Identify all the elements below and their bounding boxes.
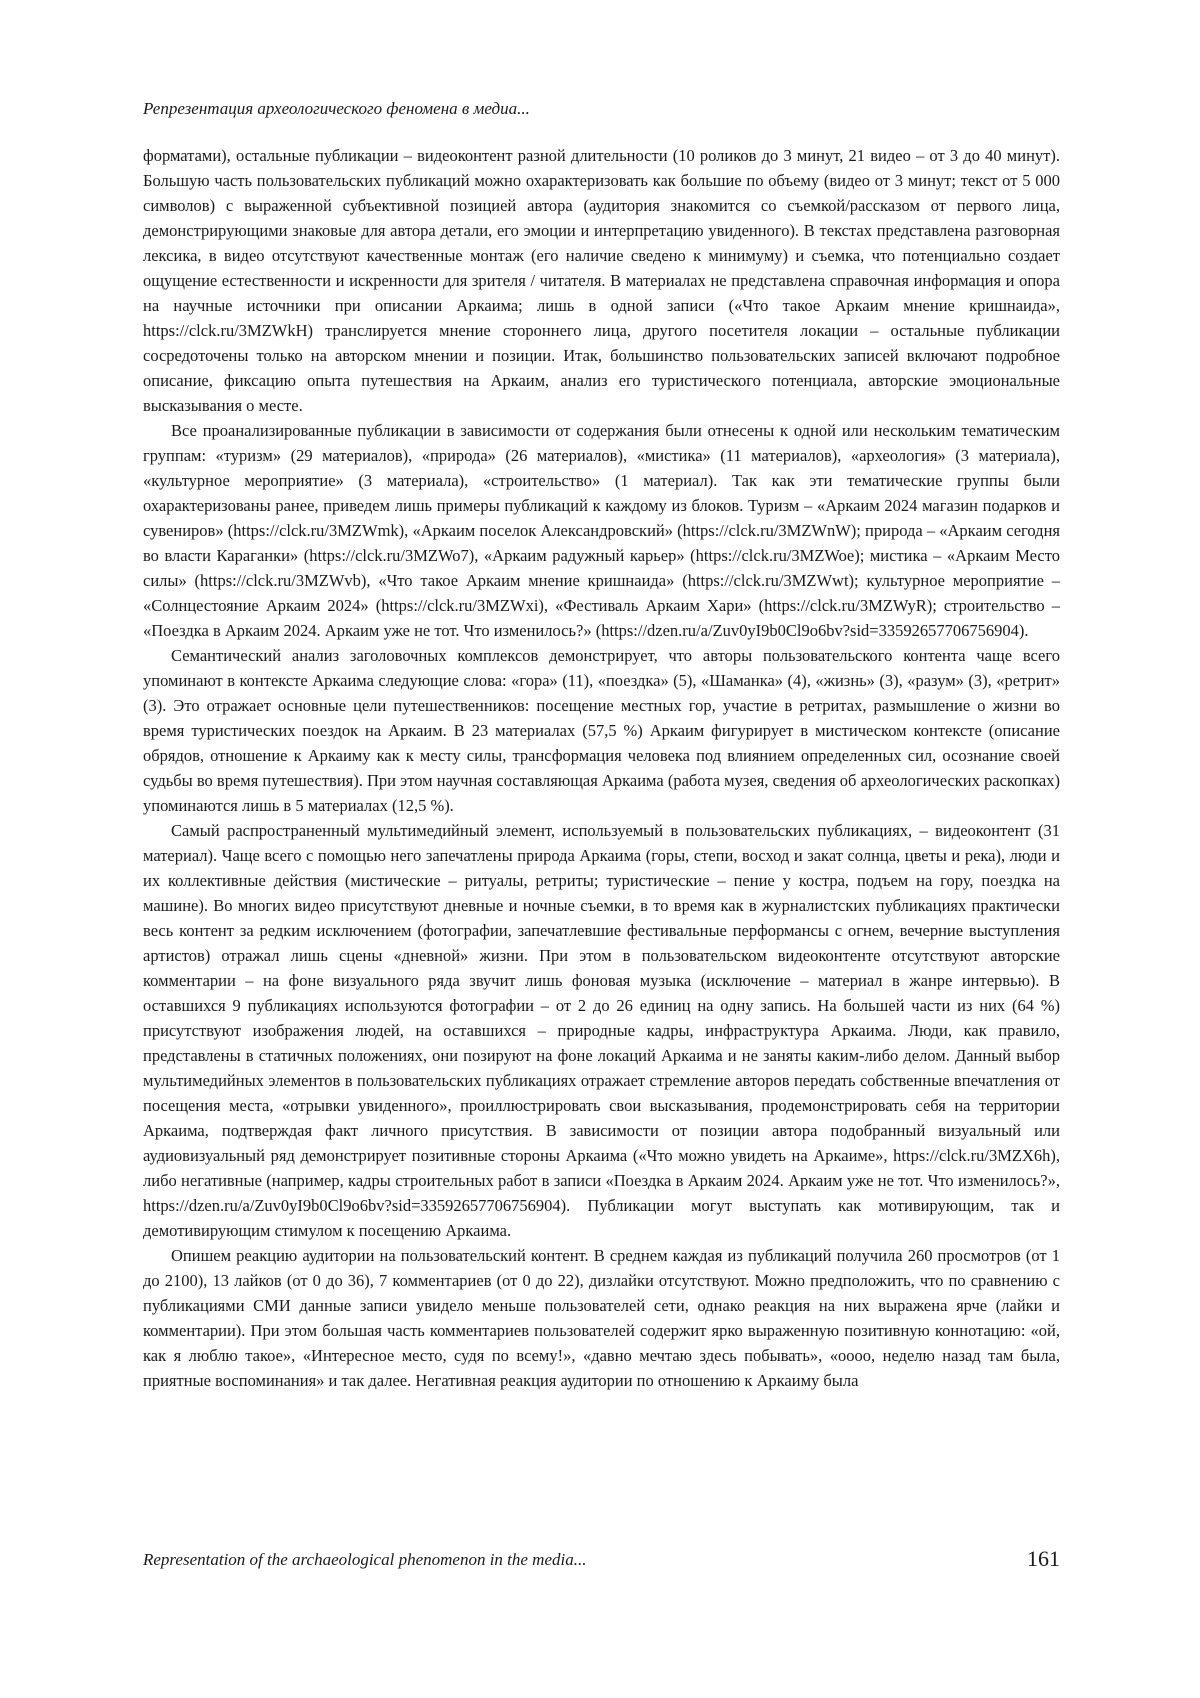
page-footer — [143, 1545, 1060, 1575]
page-number: 161 — [1027, 1546, 1060, 1571]
paragraph-multimedia-elements: Самый распространенный мультимедийный элемент, используемый в пользовательских публикациях, – видеоконтент (31 материал). Чаще всего с помощью него запечатлены природа Аркаима (горы, степи, восход и закат солнца, цветы и река), люди и их коллективные действия (мистические – ритуалы, ретриты; туристические – пение у костра, подъем на гору, поездка на машине). Во многих видео присутствуют дневные и ночные съемки, в то время как в журналистских публикациях практически весь контент за редким исключением (фотографии, запечатлевшие фестивальные перформансы с огнем, вечерние выступления артистов) отражал лишь сцены «дневной» жизни. При этом в пользовательском видеоконтенте отсутствуют авторские комментарии – на фоне визуального ряда звучит лишь фоновая музыка (исключение – материал в жанре интервью). В оставшихся 9 публикациях используются фотографии – от 2 до 26 единиц на одну запись. На большей части из них (64 %) присутствуют изображения людей, на оставшихся – природные кадры, инфраструктура Аркаима. Люди, как правило, представлены в статичных положениях, они позируют на фоне локаций Аркаима и не заняты каким-либо делом. Данный выбор мультимедийных элементов в пользовательских публикациях отражает стремление авторов передать собственные впечатления от посещения места, «отрывки увиденного», проиллюстрировать свои высказывания, продемонстрировать себя на территории Аркаима, подтверждая факт личного присутствия. В зависимости от позиции автора подобранный визуальный или аудиовизуальный ряд демонстрирует позитивные стороны Аркаима («Что можно увидеть на Аркаиме», https://clck.ru/3MZX6h), либо негативные (например, кадры строительных работ в записи «Поездка в Аркаим 2024. Аркаим уже не тот. Что изменилось?», https://dzen.ru/a/Zuv0yI9b0Cl9o6bv?sid=33592657706756904). Публикации могут выступать как мотивирующим, так и демотивирующим стимулом к посещению Аркаима. — [143, 821, 1060, 1240]
article-body — [143, 143, 1060, 1393]
paragraph-semantic-analysis: Семантический анализ заголовочных комплексов демонстрирует, что авторы пользовательского контента чаще всего упоминают в контексте Аркаима следующие слова: «гора» (11), «поездка» (5), «Шаманка» (4), «жизнь» (3), «разум» (3), «ретрит» (3). Это отражает основные цели путешественников: посещение местных гор, участие в ретритах, размышление о жизни во время туристических поездок на Аркаим. В 23 материалах (57,5 %) Аркаим фигурирует в мистическом контексте (описание обрядов, отношение к Аркаиму как к месту силы, трансформация человека под влиянием определенных сил, осознание своей судьбы во время путешествия). При этом научная составляющая Аркаима (работа музея, сведения об археологических раскопках) упоминаются лишь в 5 материалах (12,5 %). — [143, 646, 1060, 815]
running-foot: Representation of the archaeological phenomenon in the media... — [143, 1550, 587, 1569]
running-head: Репрезентация археологического феномена в медиа... — [143, 99, 530, 118]
paragraph-audience-reaction: Опишем реакцию аудитории на пользовательский контент. В среднем каждая из публикаций получила 260 просмотров (от 1 до 2100), 13 лайков (от 0 до 36), 7 комментариев (от 0 до 22), дизлайки отсутствуют. Можно предположить, что по сравнению с публикациями СМИ данные записи увидело меньше пользователей сети, однако реакция на них выражена ярче (лайки и комментарии). При этом большая часть комментариев пользователей содержит ярко выраженную позитивную коннотацию: «ой, как я люблю такое», «Интересное место, судя по всему!», «давно мечтаю здесь побывать», «оооо, неделю назад там была, приятные воспоминания» и так далее. Негативная реакция аудитории по отношению к Аркаиму была — [143, 1246, 1060, 1390]
paragraph-continuation: форматами), остальные публикации – видеоконтент разной длительности (10 роликов до 3 минут, 21 видео – от 3 до 40 минут). Большую часть пользовательских публикаций можно охарактеризовать как большие по объему (видео от 3 минут; текст от 5 000 символов) с выраженной субъективной позицией автора (аудитория знакомится со съемкой/рассказом от первого лица, демонстрирующими знаковые для автора детали, его эмоции и интерпретацию увиденного). В текстах представлена разговорная лексика, в видео отсутствуют качественные монтаж (его наличие сведено к минимуму) и съемка, что потенциально создает ощущение естественности и искренности для зрителя / читателя. В материалах не представлена справочная информация и опора на научные источники при описании Аркаима; лишь в одной записи («Что такое Аркаим мнение кришнаида», https://clck.ru/3MZWkH) транслируется мнение стороннего лица, другого посетителя локации – остальные публикации сосредоточены только на авторском мнении и позиции. Итак, большинство пользовательских записей включают подробное описание, фиксацию опыта путешествия на Аркаим, анализ его туристического потенциала, авторские эмоциональные высказывания о месте. — [143, 146, 1060, 415]
paragraph-thematic-groups: Все проанализированные публикации в зависимости от содержания были отнесены к одной или нескольким тематическим группам: «туризм» (29 материалов), «природа» (26 материалов), «мистика» (11 материалов), «археология» (3 материала), «культурное мероприятие» (3 материала), «строительство» (1 материал). Так как эти тематические группы были охарактеризованы ранее, приведем лишь примеры публикаций к каждому из блоков. Туризм – «Аркаим 2024 магазин подарков и сувениров» (https://clck.ru/3MZWmk), «Аркаим поселок Александровский» (https://clck.ru/3MZWnW); природа – «Аркаим сегодня во власти Караганки» (https://clck.ru/3MZWo7), «Аркаим радужный карьер» (https://clck.ru/3MZWoe); мистика – «Аркаим Место силы» (https://clck.ru/3MZWvb), «Что такое Аркаим мнение кришнаида» (https://clck.ru/3MZWwt); культурное мероприятие – «Солнцестояние Аркаим 2024» (https://clck.ru/3MZWxi), «Фестиваль Аркаим Хари» (https://clck.ru/3MZWyR); строительство – «Поездка в Аркаим 2024. Аркаим уже не тот. Что изменилось?» (https://dzen.ru/a/Zuv0yI9b0Cl9o6bv?sid=33592657706756904). — [143, 421, 1060, 640]
